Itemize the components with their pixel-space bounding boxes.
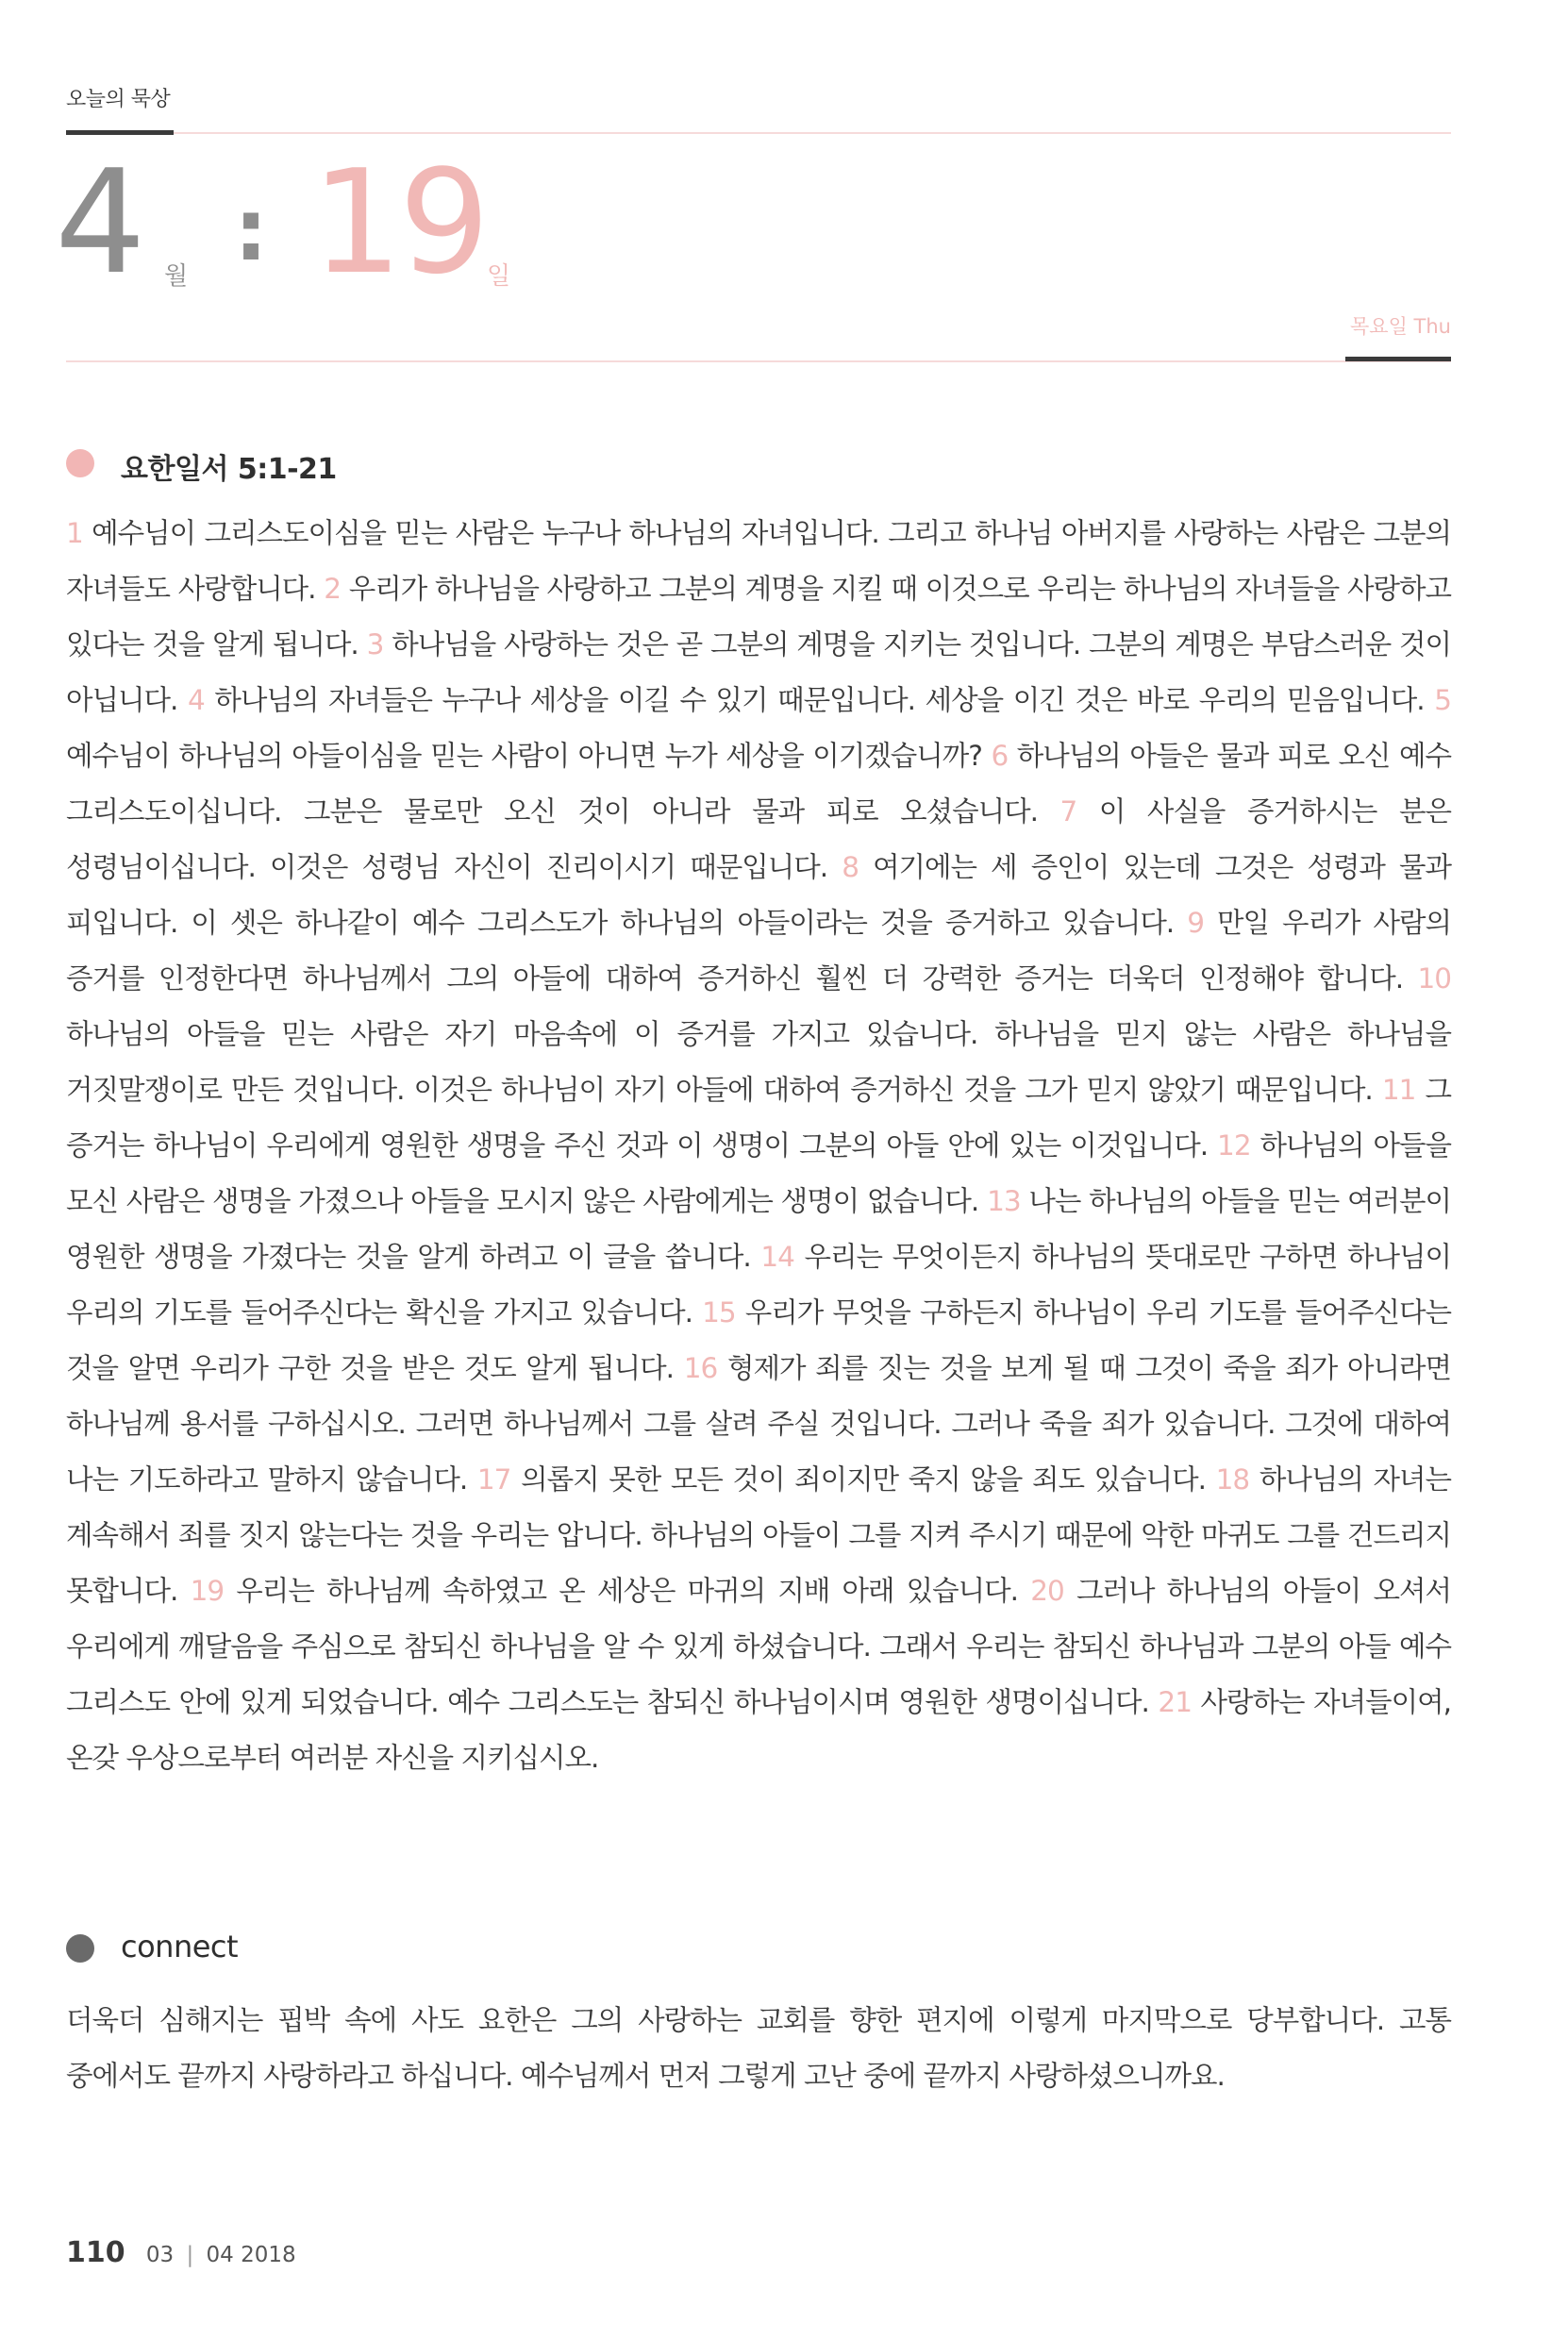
verse-number: 1 [66,517,83,549]
verse-number: 8 [842,851,859,883]
connect-heading: connect [121,1929,239,1964]
verse-number: 11 [1381,1074,1416,1106]
verse-number: 3 [366,628,384,660]
top-rule [66,132,1451,134]
scripture-reference: 요한일서 5:1-21 [121,453,337,486]
scripture-text [66,506,1451,1786]
connect-bullet-icon [66,1934,94,1963]
date-rule [66,360,1451,362]
verse-number: 4 [188,684,205,716]
verse-text: 나는 하나님의 아들을 믿는 여러분이 영원한 생명을 가졌다는 것을 알게 하려고 이 글을 씁니다. [66,1185,1451,1273]
verse-text: 예수님이 하나님의 아들이심을 믿는 사람이 아니면 누가 세상을 이기겠습니까? [66,740,982,772]
verse-text: 예수님이 그리스도이심을 믿는 사람은 누구나 하나님의 자녀입니다. 그리고 하나님 아버지를 사랑하는 사람은 그분의 자녀들도 사랑합니다. [66,517,1451,605]
verse-number: 5 [1434,684,1451,716]
footer [66,2236,296,2269]
verse-text: 하나님을 사랑하는 것은 곧 그분의 계명을 지키는 것입니다. 그분의 계명은 부담스러운 것이 아닙니다. [66,628,1451,716]
verse-text: 하나님의 자녀들은 누구나 세상을 이길 수 있기 때문입니다. 세상을 이긴 것은 바로 우리의 믿음입니다. [214,684,1425,716]
issue-separator: | [186,2243,194,2267]
verse-text: 하나님의 자녀는 계속해서 죄를 짓지 않는다는 것을 우리는 압니다. 하나님의 아들이 그를 지켜 주시기 때문에 악한 마귀도 그를 건드리지 못합니다. [66,1463,1451,1607]
verse-number: 19 [190,1575,225,1607]
verse-text: 하나님의 아들을 믿는 사람은 자기 마음속에 이 증거를 가지고 있습니다. 하나님을 믿지 않는 사람은 하나님을 거짓말쟁이로 만든 것입니다. 이것은 하나님이 자기 아들에 대하여 증거하신 것을 그가 믿지 않았기 때문입니다. [66,1018,1451,1106]
scripture-bullet-icon [66,449,94,477]
weekday: 목요일 Thu [1350,315,1451,338]
verse-text: 여기에는 세 증인이 있는데 그것은 성령과 물과 피입니다. 이 셋은 하나같이 예수 그리스도가 하나님의 아들이라는 것을 증거하고 있습니다. [66,851,1451,939]
verse-number: 6 [991,740,1009,772]
issue-year: 2018 [241,2243,296,2267]
issue-month: 03 [145,2243,175,2267]
date-day: 19 [311,139,487,306]
verse-text: 하나님의 아들을 모신 사람은 생명을 가졌으나 아들을 모시지 않은 사람에게는 생명이 없습니다. [66,1129,1451,1217]
verse-number: 14 [760,1241,794,1273]
date-month-unit: 월 [164,262,189,291]
top-rule-accent [66,130,174,135]
verse-text: 만일 우리가 사람의 증거를 인정한다면 하나님께서 그의 아들에 대하여 증거하신 훨씬 더 강력한 증거는 더욱더 인정해야 합니다. [66,907,1452,994]
verse-number: 10 [1417,962,1451,994]
verse-text: 사랑하는 자녀들이여, 온갖 우상으로부터 여러분 자신을 지키십시오. [66,1686,1451,1774]
issue-date [146,2243,296,2267]
section-label: 오늘의 묵상 [66,88,171,111]
page-number: 110 [66,2236,125,2269]
verse-text: 이 사실을 증거하시는 분은 성령님이십니다. 이것은 성령님 자신이 진리이시기 때문입니다. [66,795,1451,883]
verse-number: 9 [1187,907,1204,939]
verse-number: 15 [702,1296,736,1329]
verse-number: 13 [987,1185,1021,1217]
verse-text: 그러나 하나님의 아들이 오셔서 우리에게 깨달음을 주심으로 참되신 하나님을 알 수 있게 하셨습니다. 그래서 우리는 참되신 하나님과 그분의 아들 예수 그리스도 안에 있게 되었습니다. 예수 그리스도는 참되신 하나님이시며 영원한 생명이십니다. [66,1575,1451,1718]
verse-number: 17 [476,1463,511,1496]
verse-text: 우리는 하나님께 속하였고 온 세상은 마귀의 지배 아래 있습니다. [236,1575,1019,1607]
verse-text: 형제가 죄를 짓는 것을 보게 될 때 그것이 죽을 죄가 아니라면 하나님께 용서를 구하십시오. 그러면 하나님께서 그를 살려 주실 것입니다. 그러나 죽을 죄가 있습니다. 그것에 대하여 나는 기도하라고 말하지 않습니다. [66,1352,1451,1496]
verse-number: 12 [1217,1129,1251,1162]
verse-number: 2 [324,573,342,605]
verse-number: 18 [1215,1463,1250,1496]
date-rule-accent [1345,357,1451,361]
verse-text: 우리가 무엇을 구하든지 하나님이 우리 기도를 들어주신다는 것을 알면 우리가 구한 것을 받은 것도 알게 됩니다. [66,1296,1451,1384]
verse-text: 의롭지 못한 모든 것이 죄이지만 죽지 않을 죄도 있습니다. [521,1463,1207,1496]
connect-text: 더욱더 심해지는 핍박 속에 사도 요한은 그의 사랑하는 교회를 향한 편지에 이렇게 마지막으로 당부합니다. 고통 중에서도 끝까지 사랑하라고 하십니다. 예수님께서 먼저 그렇게 고난 중에 끝까지 사랑하셨으니까요. [66,2004,1451,2092]
date-colon: : [234,181,268,280]
verse-number: 7 [1059,795,1077,827]
verse-number: 21 [1158,1686,1192,1718]
verse-text: 우리가 하나님을 사랑하고 그분의 계명을 지킬 때 이것으로 우리는 하나님의 자녀들을 사랑하고 있다는 것을 알게 됩니다. [66,573,1451,660]
verse-text: 그 증거는 하나님이 우리에게 영원한 생명을 주신 것과 이 생명이 그분의 아들 안에 있는 이것입니다. [66,1074,1451,1162]
date-month: 4 [55,139,142,306]
verse-number: 16 [683,1352,718,1384]
date-day-unit: 일 [487,262,511,291]
verse-text: 하나님의 아들은 물과 피로 오신 예수 그리스도이십니다. 그분은 물로만 오신 것이 아니라 물과 피로 오셨습니다. [66,740,1451,827]
verse-number: 20 [1030,1575,1064,1607]
issue-month-2: 04 [206,2243,234,2267]
verse-text: 우리는 무엇이든지 하나님의 뜻대로만 구하면 하나님이 우리의 기도를 들어주신다는 확신을 가지고 있습니다. [66,1241,1451,1329]
